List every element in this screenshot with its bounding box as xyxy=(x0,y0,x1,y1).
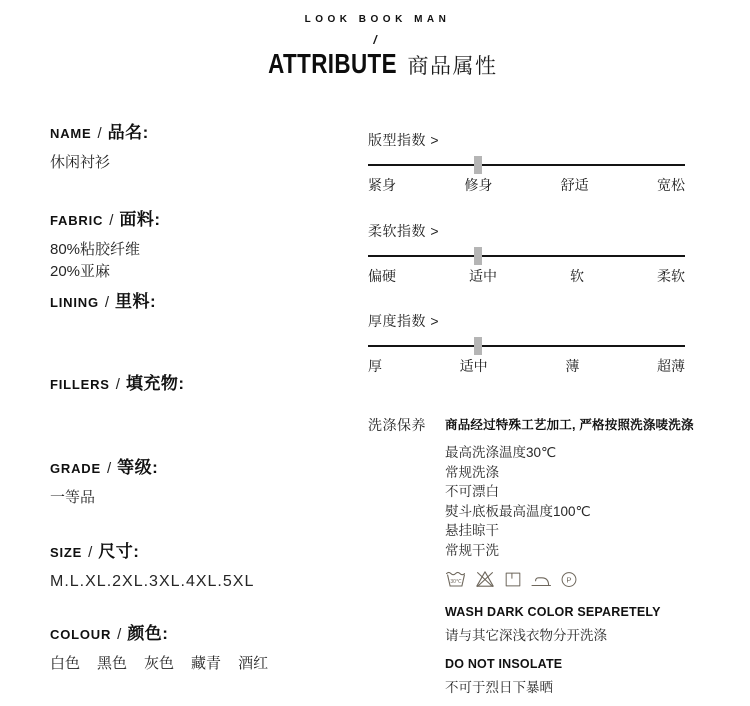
iron-icon xyxy=(530,569,552,589)
label-separator: / xyxy=(106,460,112,477)
slider-track xyxy=(368,345,685,347)
field-label-zh: 里料: xyxy=(115,292,157,311)
slider-label: 舒适 xyxy=(560,176,589,193)
page-title xyxy=(0,48,750,80)
field-fillers xyxy=(50,369,355,394)
slider-title: 柔软指数 > xyxy=(368,223,440,239)
slider-marker xyxy=(474,337,482,355)
field-colour-value xyxy=(50,653,355,675)
slider-label: 超薄 xyxy=(656,357,685,374)
slider-marker xyxy=(474,247,482,265)
care-section xyxy=(368,415,694,696)
slider-label: 修身 xyxy=(464,176,493,193)
slider-label: 厚 xyxy=(368,357,382,374)
svg-text:P: P xyxy=(566,575,572,585)
care-instruction: 悬挂晾干 xyxy=(445,523,499,538)
field-label-zh: 品名: xyxy=(107,123,149,142)
field-fabric xyxy=(50,205,355,283)
field-label-zh: 颜色: xyxy=(127,624,169,643)
slider-labels xyxy=(368,175,685,195)
slider-label: 紧身 xyxy=(368,176,396,193)
care-section-label: 洗涤保养 xyxy=(368,417,426,433)
colour-option: 酒红 xyxy=(238,655,269,672)
care-symbols-row xyxy=(445,569,694,589)
slider-thickness-index xyxy=(368,311,685,376)
field-size-label xyxy=(50,537,355,562)
field-label-en: FILLERS xyxy=(50,377,110,392)
drip-dry-icon xyxy=(503,569,523,589)
slider-labels xyxy=(368,266,685,286)
care-note-en: DO NOT INSOLATE xyxy=(445,657,563,671)
field-label-en: LINING xyxy=(50,295,99,310)
label-separator: / xyxy=(109,212,114,229)
field-size xyxy=(50,537,355,593)
care-instruction-list xyxy=(445,443,694,560)
field-grade-label xyxy=(50,453,355,478)
field-label-zh: 等级: xyxy=(117,458,159,477)
care-note-wash-dark xyxy=(445,605,694,644)
slider-labels xyxy=(368,356,685,376)
slider-label: 偏硬 xyxy=(368,267,396,284)
slider-softness-index xyxy=(368,221,685,286)
care-note-zh: 请与其它深浅衣物分开洗涤 xyxy=(445,628,607,643)
colour-option: 藏青 xyxy=(191,655,222,672)
field-label-zh: 面料: xyxy=(119,210,161,229)
field-name xyxy=(50,118,355,174)
care-note-en: WASH DARK COLOR SEPARETELY xyxy=(445,605,661,619)
field-grade-value: 一等品 xyxy=(50,489,96,506)
label-separator: / xyxy=(88,544,93,561)
slider-label: 柔软 xyxy=(657,267,685,284)
field-label-en: FABRIC xyxy=(50,213,104,228)
wash-temp-30-icon xyxy=(445,569,467,589)
svg-text:30℃: 30℃ xyxy=(450,578,462,585)
field-label-zh: 填充物: xyxy=(125,374,185,393)
slider-label: 适中 xyxy=(469,267,497,284)
care-instruction: 不可漂白 xyxy=(445,484,499,499)
field-colour-label xyxy=(50,619,355,644)
field-label-en: GRADE xyxy=(50,461,101,476)
care-instruction: 常规洗涤 xyxy=(445,464,499,480)
slider-fit-index xyxy=(368,130,685,195)
care-note-no-insolate xyxy=(445,657,694,696)
colour-option: 黑色 xyxy=(97,655,128,672)
field-name-label xyxy=(50,118,355,143)
field-size-value: M.L.XL.2XL.3XL.4XL.5XL xyxy=(50,573,255,590)
slider-label: 薄 xyxy=(565,357,580,374)
care-note-zh: 不可于烈日下暴晒 xyxy=(445,680,553,695)
page-title-en: ATTRIBUTE xyxy=(268,48,398,79)
slider-label: 软 xyxy=(570,267,584,284)
care-instruction: 熨斗底板最高温度100℃ xyxy=(445,503,591,519)
label-separator: / xyxy=(115,376,120,393)
field-label-en: COLOUR xyxy=(50,627,112,642)
field-lining-label xyxy=(50,287,355,312)
slider-title: 厚度指数 > xyxy=(368,313,440,329)
slider-label: 宽松 xyxy=(656,176,685,193)
header xyxy=(0,14,750,80)
slider-track xyxy=(368,164,685,166)
dry-clean-P-icon xyxy=(559,569,579,589)
slider-marker xyxy=(474,156,482,174)
field-grade xyxy=(50,453,355,509)
care-body xyxy=(445,415,694,696)
fabric-line-2: 20%亚麻 xyxy=(50,263,111,280)
field-name-value: 休闲衬衫 xyxy=(50,154,111,171)
label-separator: / xyxy=(104,294,110,311)
colour-option: 白色 xyxy=(50,655,81,672)
label-separator: / xyxy=(117,626,122,643)
field-label-en: NAME xyxy=(50,126,92,141)
field-label-en: SIZE xyxy=(50,545,83,560)
slider-track xyxy=(368,255,685,257)
divider-slash-icon: / xyxy=(373,33,377,47)
label-separator: / xyxy=(97,125,102,142)
field-label-zh: 尺寸: xyxy=(98,542,140,561)
field-colour xyxy=(50,619,355,675)
do-not-bleach-icon xyxy=(474,569,496,589)
slider-label: 适中 xyxy=(459,357,488,374)
field-fillers-label xyxy=(50,369,355,394)
field-lining xyxy=(50,287,355,312)
care-instruction: 最高洗涤温度30℃ xyxy=(445,445,557,460)
brand-name: LOOK BOOK MAN xyxy=(304,14,451,25)
fabric-line-1: 80%粘胶纤维 xyxy=(50,241,141,258)
care-headline: 商品经过特殊工艺加工, 严格按照洗涤唛洗涤 xyxy=(445,418,694,432)
page-title-zh: 商品属性 xyxy=(407,55,498,78)
slider-title: 版型指数 > xyxy=(368,132,440,148)
colour-option: 灰色 xyxy=(144,655,175,672)
field-fabric-label xyxy=(50,205,355,230)
care-instruction: 常规干洗 xyxy=(445,542,499,558)
field-fabric-value xyxy=(50,239,355,283)
